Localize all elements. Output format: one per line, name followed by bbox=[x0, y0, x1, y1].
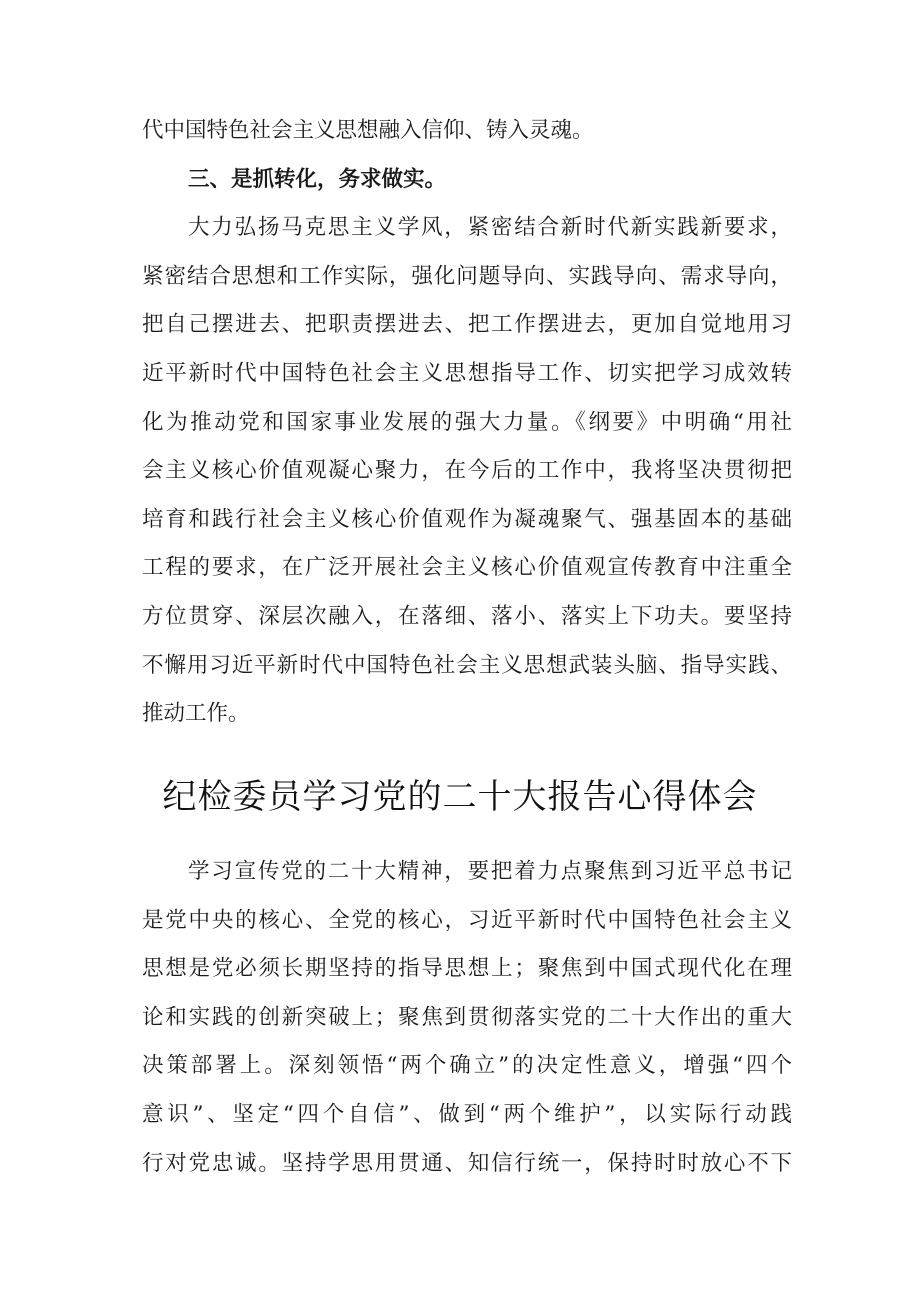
section-heading: 三、是抓转化，务求做实。 bbox=[188, 166, 447, 192]
paragraph-line: 不懈用习近平新时代中国特色社会主义思想武装头脑、指导实践、 bbox=[142, 652, 792, 678]
paragraph-line: 紧密结合思想和工作实际，强化问题导向、实践导向、需求导向， bbox=[142, 263, 792, 289]
continuation-line: 代中国特色社会主义思想融入信仰、铸入灵魂。 bbox=[142, 118, 594, 143]
paragraph-line: 决策部署上。深刻领悟“两个确立”的决定性意义，增强“四个 bbox=[142, 1053, 792, 1079]
section-two bbox=[142, 848, 792, 1188]
paragraph-line: 把自己摆进去、把职责摆进去、把工作摆进去，更加自觉地用习 bbox=[142, 312, 792, 338]
paragraph-line: 大力弘扬马克思主义学风，紧密结合新时代新实践新要求， bbox=[188, 215, 792, 241]
paragraph-line: 是党中央的核心、全党的核心，习近平新时代中国特色社会主义 bbox=[142, 907, 792, 933]
paragraph-line: 培育和践行社会主义核心价值观作为凝魂聚气、强基固本的基础 bbox=[142, 506, 792, 532]
paragraph-line: 推动工作。 bbox=[142, 701, 250, 727]
paragraph-line: 工程的要求，在广泛开展社会主义核心价值观宣传教育中注重全 bbox=[142, 555, 792, 581]
paragraph-line: 会主义核心价值观凝心聚力，在今后的工作中，我将坚决贯彻把 bbox=[142, 458, 792, 484]
article-title: 纪检委员学习党的二十大报告心得体会 bbox=[162, 777, 758, 817]
paragraph-line: 论和实践的创新突破上；聚焦到贯彻落实党的二十大作出的重大 bbox=[142, 1004, 792, 1030]
paragraph-line: 意识”、坚定“四个自信”、做到“两个维护”，以实际行动践 bbox=[142, 1101, 792, 1127]
paragraph-line: 方位贯穿、深层次融入，在落细、落小、落实上下功夫。要坚持 bbox=[142, 603, 792, 629]
paragraph-line: 化为推动党和国家事业发展的强大力量。《纲要》中明确“用社 bbox=[142, 409, 792, 435]
paragraph-line: 思想是党必须长期坚持的指导思想上；聚焦到中国式现代化在理 bbox=[142, 956, 792, 982]
paragraph-line: 近平新时代中国特色社会主义思想指导工作、切实把学习成效转 bbox=[142, 360, 792, 386]
paragraph-line: 学习宣传党的二十大精神，要把着力点聚焦到习近平总书记 bbox=[188, 859, 792, 884]
paragraph-line: 行对党忠诚。坚持学思用贯通、知信行统一，保持时时放心不下 bbox=[142, 1150, 792, 1176]
section-one bbox=[142, 107, 792, 739]
